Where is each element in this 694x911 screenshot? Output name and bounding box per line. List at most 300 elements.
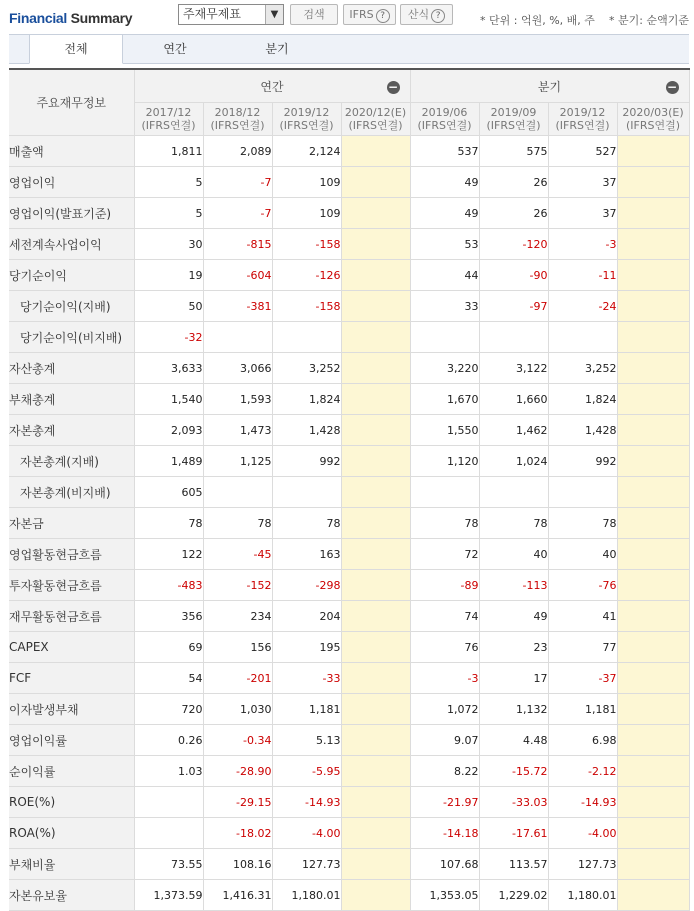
value-cell: 41 — [548, 601, 617, 632]
value-cell: 109 — [272, 198, 341, 229]
value-cell — [341, 601, 410, 632]
table-row — [9, 725, 689, 756]
value-cell — [617, 136, 689, 167]
tab-annual[interactable]: 연간 — [163, 42, 187, 56]
row-label: ROE(%) — [9, 787, 134, 818]
value-cell — [617, 539, 689, 570]
value-cell — [617, 725, 689, 756]
value-cell: 3,220 — [410, 353, 479, 384]
value-cell: -152 — [203, 570, 272, 601]
table-row — [9, 291, 689, 322]
value-cell — [341, 787, 410, 818]
value-cell: 5.13 — [272, 725, 341, 756]
value-cell: -14.93 — [272, 787, 341, 818]
collapse-quarter-icon[interactable]: − — [666, 80, 678, 94]
table-row — [9, 322, 689, 353]
period-header — [272, 103, 341, 136]
value-cell — [341, 818, 410, 849]
value-cell: 127.73 — [272, 849, 341, 880]
table-row — [9, 198, 689, 229]
formula-label: 산식 — [407, 8, 430, 21]
value-cell — [617, 508, 689, 539]
value-cell: 72 — [410, 539, 479, 570]
row-label: 자본유보율 — [9, 880, 134, 911]
value-cell — [617, 415, 689, 446]
value-cell: -14.93 — [548, 787, 617, 818]
value-cell: 527 — [548, 136, 617, 167]
value-cell — [617, 756, 689, 787]
row-label: 자본총계(비지배) — [9, 477, 134, 508]
value-cell: 26 — [479, 198, 548, 229]
value-cell: -45 — [203, 539, 272, 570]
period-tabs — [9, 34, 689, 64]
value-cell: 1,428 — [272, 415, 341, 446]
value-cell: -76 — [548, 570, 617, 601]
value-cell: 49 — [410, 198, 479, 229]
value-cell: 1,030 — [203, 694, 272, 725]
value-cell: -815 — [203, 229, 272, 260]
value-cell: 6.98 — [548, 725, 617, 756]
value-cell: 1,540 — [134, 384, 203, 415]
value-cell: 720 — [134, 694, 203, 725]
value-cell: 0.26 — [134, 725, 203, 756]
value-cell — [479, 322, 548, 353]
value-cell: 8.22 — [410, 756, 479, 787]
value-cell: 5 — [134, 167, 203, 198]
title-part-2: Summary — [70, 10, 133, 26]
value-cell — [617, 198, 689, 229]
value-cell: 9.07 — [410, 725, 479, 756]
value-cell — [617, 384, 689, 415]
value-cell: -2.12 — [548, 756, 617, 787]
value-cell: 195 — [272, 632, 341, 663]
value-cell: -15.72 — [479, 756, 548, 787]
row-label: 당기순이익 — [9, 260, 134, 291]
value-cell: 49 — [479, 601, 548, 632]
row-label: 순이익률 — [9, 756, 134, 787]
value-cell: 74 — [410, 601, 479, 632]
period-header — [203, 103, 272, 136]
value-cell: 1,125 — [203, 446, 272, 477]
value-cell: 78 — [134, 508, 203, 539]
value-cell: 23 — [479, 632, 548, 663]
row-label: 부채비율 — [9, 849, 134, 880]
table-row — [9, 663, 689, 694]
value-cell: -28.90 — [203, 756, 272, 787]
annual-group-header — [134, 69, 410, 103]
value-cell — [341, 880, 410, 911]
value-cell: -158 — [272, 229, 341, 260]
table-row — [9, 570, 689, 601]
value-cell — [617, 291, 689, 322]
period-basis: (IFRS연결) — [348, 119, 403, 132]
value-cell: 1,428 — [548, 415, 617, 446]
value-cell: 1,180.01 — [548, 880, 617, 911]
value-cell: 113.57 — [479, 849, 548, 880]
value-cell: -7 — [203, 198, 272, 229]
value-cell: -604 — [203, 260, 272, 291]
search-button[interactable]: 검색 — [290, 4, 338, 25]
period-header — [617, 103, 689, 136]
row-header-title: 주요재무정보 — [9, 69, 134, 136]
help-icon: ? — [376, 9, 390, 23]
value-cell: 156 — [203, 632, 272, 663]
table-row — [9, 694, 689, 725]
value-cell — [341, 508, 410, 539]
value-cell: -18.02 — [203, 818, 272, 849]
table-row — [9, 539, 689, 570]
period-basis: (IFRS연결) — [555, 119, 610, 132]
row-label: 투자활동현금흐름 — [9, 570, 134, 601]
ifrs-label: IFRS — [349, 8, 374, 21]
value-cell: 3,252 — [272, 353, 341, 384]
value-cell: -201 — [203, 663, 272, 694]
value-cell: 3,066 — [203, 353, 272, 384]
value-cell: 53 — [410, 229, 479, 260]
table-row — [9, 136, 689, 167]
value-cell: -17.61 — [479, 818, 548, 849]
value-cell: 1,824 — [548, 384, 617, 415]
value-cell — [341, 291, 410, 322]
value-cell: 1,489 — [134, 446, 203, 477]
quarter-basis-note: * 분기: 순액기준 — [609, 14, 689, 27]
period-header — [479, 103, 548, 136]
value-cell: -7 — [203, 167, 272, 198]
value-cell — [203, 322, 272, 353]
value-cell: -3 — [548, 229, 617, 260]
value-cell: 1,353.05 — [410, 880, 479, 911]
row-label: FCF — [9, 663, 134, 694]
period-date: 2019/09 — [490, 106, 537, 119]
value-cell: 44 — [410, 260, 479, 291]
table-row — [9, 477, 689, 508]
value-cell: 1,811 — [134, 136, 203, 167]
value-cell: -0.34 — [203, 725, 272, 756]
value-cell: -24 — [548, 291, 617, 322]
row-label: 자산총계 — [9, 353, 134, 384]
value-cell — [341, 694, 410, 725]
value-cell: 127.73 — [548, 849, 617, 880]
value-cell: -298 — [272, 570, 341, 601]
value-cell: -32 — [134, 322, 203, 353]
value-cell — [272, 322, 341, 353]
row-label: 이자발생부채 — [9, 694, 134, 725]
quarter-group-header — [410, 69, 689, 103]
value-cell: 78 — [203, 508, 272, 539]
value-cell — [341, 725, 410, 756]
table-row — [9, 632, 689, 663]
value-cell — [341, 632, 410, 663]
row-label: 당기순이익(비지배) — [9, 322, 134, 353]
value-cell: 5 — [134, 198, 203, 229]
value-cell: 78 — [410, 508, 479, 539]
value-cell: -5.95 — [272, 756, 341, 787]
value-cell: 40 — [479, 539, 548, 570]
value-cell: -21.97 — [410, 787, 479, 818]
period-basis: (IFRS연결) — [486, 119, 541, 132]
value-cell: 3,633 — [134, 353, 203, 384]
table-row — [9, 415, 689, 446]
row-label: 자본총계 — [9, 415, 134, 446]
page-title — [9, 10, 132, 26]
value-cell: 1,373.59 — [134, 880, 203, 911]
row-label: 재무활동현금흐름 — [9, 601, 134, 632]
value-cell: 1,593 — [203, 384, 272, 415]
value-cell — [341, 167, 410, 198]
value-cell: 1,670 — [410, 384, 479, 415]
row-label: 영업이익률 — [9, 725, 134, 756]
formula-help-button[interactable] — [400, 4, 453, 25]
table-row — [9, 787, 689, 818]
period-date: 2019/06 — [421, 106, 468, 119]
value-cell: -37 — [548, 663, 617, 694]
value-cell: 33 — [410, 291, 479, 322]
value-cell — [617, 632, 689, 663]
value-cell — [341, 415, 410, 446]
value-cell: 26 — [479, 167, 548, 198]
value-cell — [410, 322, 479, 353]
table-row — [9, 229, 689, 260]
value-cell — [341, 756, 410, 787]
row-label: 자본금 — [9, 508, 134, 539]
value-cell — [341, 136, 410, 167]
value-cell — [341, 446, 410, 477]
value-cell: 1,181 — [272, 694, 341, 725]
value-cell: 1,181 — [548, 694, 617, 725]
value-cell: 575 — [479, 136, 548, 167]
value-cell: 122 — [134, 539, 203, 570]
value-cell — [203, 477, 272, 508]
value-cell — [272, 477, 341, 508]
value-cell: 992 — [272, 446, 341, 477]
table-row — [9, 818, 689, 849]
value-cell — [341, 849, 410, 880]
value-cell: -11 — [548, 260, 617, 291]
value-cell: 356 — [134, 601, 203, 632]
value-cell — [617, 849, 689, 880]
unit-note: * 단위 : 억원, %, 배, 주 — [480, 14, 595, 27]
value-cell: 77 — [548, 632, 617, 663]
value-cell: 107.68 — [410, 849, 479, 880]
value-cell: 78 — [272, 508, 341, 539]
table-row — [9, 353, 689, 384]
value-cell: -29.15 — [203, 787, 272, 818]
value-cell — [617, 446, 689, 477]
table-row — [9, 849, 689, 880]
period-header — [548, 103, 617, 136]
table-row — [9, 601, 689, 632]
value-cell — [617, 167, 689, 198]
row-label: 영업이익(발표기준) — [9, 198, 134, 229]
title-part-1: Financial — [9, 10, 67, 26]
value-cell: 1,229.02 — [479, 880, 548, 911]
value-cell — [617, 260, 689, 291]
value-cell: 1,132 — [479, 694, 548, 725]
value-cell: -14.18 — [410, 818, 479, 849]
value-cell — [341, 384, 410, 415]
value-cell: 19 — [134, 260, 203, 291]
row-label: 당기순이익(지배) — [9, 291, 134, 322]
value-cell: -89 — [410, 570, 479, 601]
value-cell: 204 — [272, 601, 341, 632]
value-cell: 1,024 — [479, 446, 548, 477]
period-basis: (IFRS연결) — [210, 119, 265, 132]
value-cell: 3,252 — [548, 353, 617, 384]
table-row — [9, 384, 689, 415]
value-cell — [548, 322, 617, 353]
tab-quarter[interactable]: 분기 — [265, 42, 289, 56]
statement-type-value: 주재무제표 — [183, 7, 241, 21]
value-cell: 50 — [134, 291, 203, 322]
value-cell — [134, 818, 203, 849]
value-cell — [341, 260, 410, 291]
value-cell — [341, 477, 410, 508]
value-cell — [617, 322, 689, 353]
value-cell: 37 — [548, 167, 617, 198]
period-header — [134, 103, 203, 136]
row-label: 부채총계 — [9, 384, 134, 415]
value-cell: 1,180.01 — [272, 880, 341, 911]
chevron-down-icon[interactable]: ▼ — [265, 5, 283, 24]
table-row — [9, 167, 689, 198]
value-cell: -158 — [272, 291, 341, 322]
value-cell: -97 — [479, 291, 548, 322]
value-cell — [617, 570, 689, 601]
value-cell: 163 — [272, 539, 341, 570]
value-cell: 3,122 — [479, 353, 548, 384]
value-cell — [617, 229, 689, 260]
top-bar — [0, 0, 694, 34]
financial-summary-table — [9, 68, 690, 911]
ifrs-help-button[interactable] — [343, 4, 396, 25]
value-cell — [617, 818, 689, 849]
table-row — [9, 880, 689, 911]
value-cell: 30 — [134, 229, 203, 260]
value-cell: 1.03 — [134, 756, 203, 787]
row-label: 자본총계(지배) — [9, 446, 134, 477]
value-cell: -483 — [134, 570, 203, 601]
value-cell: 4.48 — [479, 725, 548, 756]
value-cell: 1,072 — [410, 694, 479, 725]
value-cell: 1,120 — [410, 446, 479, 477]
value-cell: 1,824 — [272, 384, 341, 415]
period-header — [341, 103, 410, 136]
value-cell: -381 — [203, 291, 272, 322]
value-cell: -120 — [479, 229, 548, 260]
annual-group-label: 연간 — [260, 79, 284, 94]
value-cell — [341, 229, 410, 260]
period-basis: (IFRS연결) — [141, 119, 196, 132]
value-cell: 73.55 — [134, 849, 203, 880]
period-date: 2019/12 — [559, 106, 606, 119]
period-date: 2019/12 — [283, 106, 330, 119]
value-cell: 1,416.31 — [203, 880, 272, 911]
period-basis: (IFRS연결) — [625, 119, 681, 132]
quarter-group-label: 분기 — [537, 79, 562, 94]
value-cell — [617, 477, 689, 508]
value-cell — [341, 663, 410, 694]
value-cell — [341, 539, 410, 570]
table-row — [9, 446, 689, 477]
value-cell — [617, 694, 689, 725]
value-cell: -33 — [272, 663, 341, 694]
value-cell — [479, 477, 548, 508]
tab-all[interactable]: 전체 — [29, 34, 123, 64]
table-row — [9, 508, 689, 539]
period-basis: (IFRS연결) — [417, 119, 472, 132]
value-cell — [548, 477, 617, 508]
row-label: 매출액 — [9, 136, 134, 167]
value-cell: 234 — [203, 601, 272, 632]
value-cell — [341, 198, 410, 229]
value-cell: 40 — [548, 539, 617, 570]
value-cell — [617, 880, 689, 911]
value-cell: 537 — [410, 136, 479, 167]
value-cell: -33.03 — [479, 787, 548, 818]
value-cell: -90 — [479, 260, 548, 291]
value-cell: 78 — [548, 508, 617, 539]
table-row — [9, 260, 689, 291]
value-cell: 108.16 — [203, 849, 272, 880]
value-cell: 1,473 — [203, 415, 272, 446]
value-cell — [341, 322, 410, 353]
value-cell — [617, 601, 689, 632]
value-cell — [617, 663, 689, 694]
collapse-annual-icon[interactable]: − — [387, 80, 399, 94]
value-cell: 37 — [548, 198, 617, 229]
period-header — [410, 103, 479, 136]
value-cell: 78 — [479, 508, 548, 539]
value-cell: 76 — [410, 632, 479, 663]
value-cell: 49 — [410, 167, 479, 198]
value-cell — [134, 787, 203, 818]
value-cell: 54 — [134, 663, 203, 694]
value-cell — [617, 353, 689, 384]
row-label: 영업활동현금흐름 — [9, 539, 134, 570]
value-cell — [341, 353, 410, 384]
value-cell: 1,550 — [410, 415, 479, 446]
help-icon: ? — [431, 9, 445, 23]
value-cell: -3 — [410, 663, 479, 694]
row-label: CAPEX — [9, 632, 134, 663]
row-label: ROA(%) — [9, 818, 134, 849]
period-date: 2017/12 — [145, 106, 192, 119]
value-cell: -4.00 — [548, 818, 617, 849]
table-row — [9, 756, 689, 787]
value-cell: 109 — [272, 167, 341, 198]
value-cell: 69 — [134, 632, 203, 663]
value-cell: 605 — [134, 477, 203, 508]
period-basis: (IFRS연결) — [279, 119, 334, 132]
value-cell: 2,093 — [134, 415, 203, 446]
value-cell: 2,124 — [272, 136, 341, 167]
period-date: 2020/12(E) — [344, 106, 407, 119]
value-cell: 1,660 — [479, 384, 548, 415]
statement-type-select[interactable] — [178, 4, 284, 25]
value-cell: 992 — [548, 446, 617, 477]
value-cell: 2,089 — [203, 136, 272, 167]
period-date: 2018/12 — [214, 106, 261, 119]
value-cell: 17 — [479, 663, 548, 694]
period-date: 2020/03(E) — [622, 106, 684, 119]
row-label: 세전계속사업이익 — [9, 229, 134, 260]
value-cell — [410, 477, 479, 508]
value-cell — [341, 570, 410, 601]
value-cell — [617, 787, 689, 818]
value-cell: -126 — [272, 260, 341, 291]
value-cell: -4.00 — [272, 818, 341, 849]
value-cell: 1,462 — [479, 415, 548, 446]
